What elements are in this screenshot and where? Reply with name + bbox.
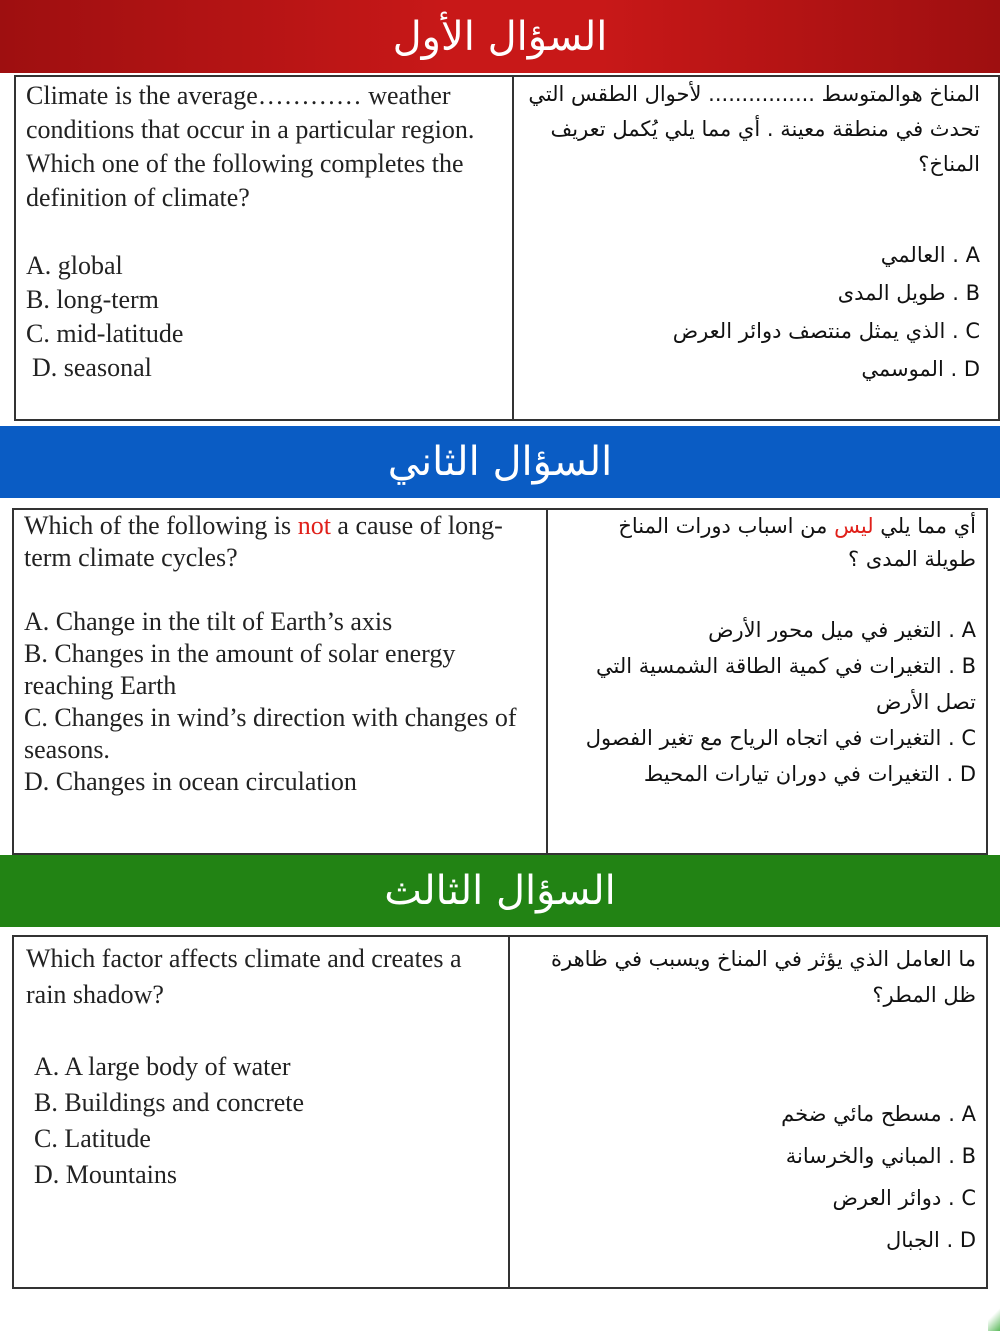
- q3-ar-option-c: C . دوائر العرض: [832, 1186, 976, 1210]
- q2-en-highlight: not: [297, 511, 331, 540]
- q2-en-option-b: B. Changes in the amount of solar energy reaching Earth: [24, 639, 456, 700]
- q2-ar-option-c: C . التغيرات في اتجاه الرياح مع تغير الفصول: [585, 726, 976, 750]
- q2-ar-text-end: من اسباب دورات المناخ طويلة المدى ؟: [618, 514, 976, 571]
- q1-en-option-a: A. global: [26, 251, 123, 280]
- q2-en-text-start: Which of the following is: [24, 511, 298, 540]
- question-3-ar-text: ما العامل الذي يؤثر في المناخ ويسبب في ظاهرة ظل المطر؟: [551, 947, 976, 1007]
- q1-ar-option-b: B . طويل المدى: [837, 281, 980, 305]
- question-2-banner: [0, 426, 1000, 498]
- q2-en-text-end: a cause of long-term climate cycles?: [24, 511, 503, 572]
- q3-en-option-a: A. A large body of water: [34, 1052, 291, 1081]
- q2-en-option-d: D. Changes in ocean circulation: [24, 767, 357, 796]
- question-1-ar-text: المناخ هوالمتوسط ................ لأحوال الطقس التي تحدث في منطقة معينة . أي مما يلي يُكمل تعريف المناخ؟: [528, 82, 980, 176]
- q1-en-option-d: D. seasonal: [32, 353, 152, 382]
- question-2-english: [24, 510, 524, 798]
- q3-en-option-b: B. Buildings and concrete: [34, 1088, 305, 1117]
- question-1-english: [26, 79, 500, 385]
- question-2-ar-text: [562, 510, 976, 576]
- question-1-arabic: [528, 77, 980, 388]
- question-1-title: السؤال الأول: [392, 13, 608, 60]
- q2-en-option-c: C. Changes in wind’s direction with changes of seasons.: [24, 703, 517, 764]
- question-2-arabic: [562, 510, 976, 792]
- question-3-title: السؤال الثالث: [384, 868, 616, 914]
- column-divider: [546, 510, 548, 853]
- q3-ar-option-b: B . المباني والخرسانة: [785, 1144, 976, 1168]
- q2-ar-option-a: A . التغير في ميل محور الأرض: [708, 618, 976, 642]
- q2-en-option-a: A. Change in the tilt of Earth’s axis: [24, 607, 393, 636]
- corner-decoration: [988, 1301, 1000, 1331]
- q2-ar-option-d: D . التغيرات في دوران تيارات المحيط: [643, 762, 976, 786]
- q2-ar-highlight: ليس: [834, 514, 874, 538]
- q1-en-option-b: B. long-term: [26, 285, 159, 314]
- q3-en-option-c: C. Latitude: [34, 1124, 151, 1153]
- q3-en-option-d: D. Mountains: [34, 1160, 177, 1189]
- question-1-en-text: Climate is the average………… weather conditions that occur in a particular region. Which one of the following completes the definition of climate?: [26, 81, 475, 212]
- question-2-box: [12, 508, 988, 855]
- q1-ar-option-a: A . العالمي: [880, 243, 980, 267]
- question-2-en-text: [24, 510, 524, 574]
- question-1-banner: [0, 0, 1000, 73]
- question-3-english: [26, 941, 496, 1193]
- question-2-title: السؤال الثاني: [387, 439, 613, 485]
- question-3-en-text: Which factor affects climate and creates a rain shadow?: [26, 944, 462, 1009]
- question-1-box: [14, 75, 1000, 421]
- q1-ar-option-d: D . الموسمي: [861, 357, 980, 381]
- q2-ar-text-start: أي مما يلي: [873, 514, 976, 538]
- column-divider: [508, 937, 510, 1287]
- q2-ar-option-b: B . التغيرات في كمية الطاقة الشمسية التي تصل الأرض: [596, 654, 976, 714]
- q1-ar-option-c: C . الذي يمثل منتصف دوائر العرض: [672, 319, 980, 343]
- column-divider: [512, 77, 514, 419]
- question-3-banner: [0, 855, 1000, 927]
- q1-en-option-c: C. mid-latitude: [26, 319, 184, 348]
- question-3-box: [12, 935, 988, 1289]
- question-3-arabic: [526, 941, 976, 1261]
- q3-ar-option-a: A . مسطح مائي ضخم: [781, 1102, 976, 1126]
- q3-ar-option-d: D . الجبال: [886, 1228, 976, 1252]
